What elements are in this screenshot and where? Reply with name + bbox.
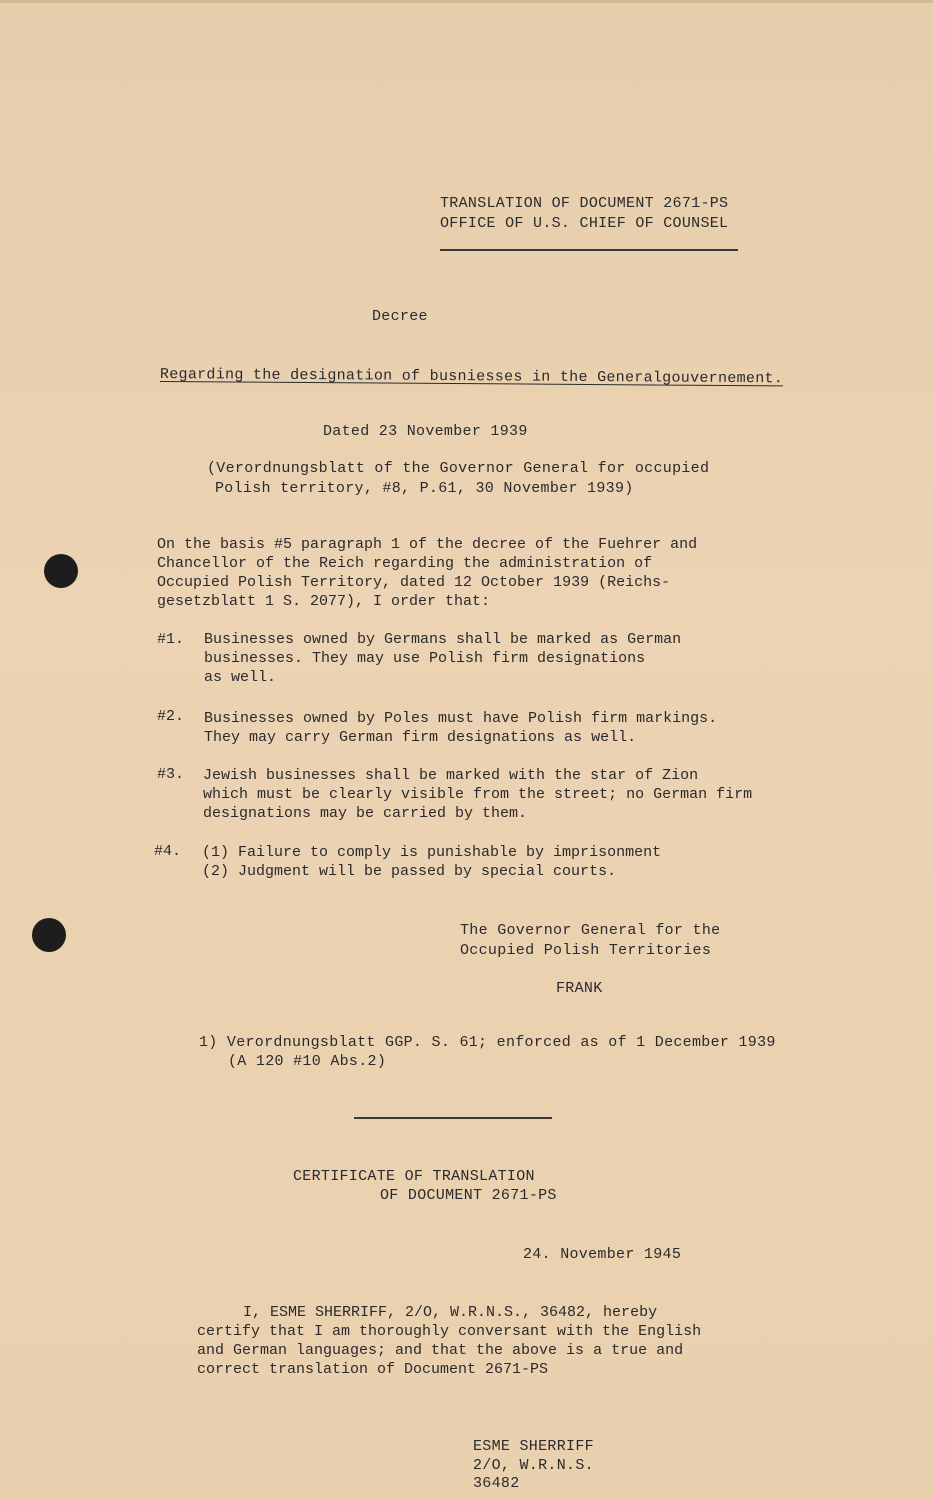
article-line: Jewish businesses shall be marked with the star of Zion	[203, 767, 699, 784]
intro-line: Occupied Polish Territory, dated 12 October 1939 (Reichs-	[157, 574, 671, 591]
signature-name: FRANK	[556, 980, 603, 997]
article-number: #2.	[157, 708, 185, 725]
article-text	[204, 630, 681, 687]
certifier-rank: 2/O, W.R.N.S.	[473, 1457, 594, 1474]
certificate-line: I, ESME SHERRIFF, 2/O, W.R.N.S., 36482, hereby	[243, 1304, 658, 1321]
certificate-line: correct translation of Document 2671-PS	[197, 1361, 549, 1378]
intro-paragraph	[157, 535, 697, 611]
article-line: businesses. They may use Polish firm designations	[204, 650, 646, 667]
certificate-title-2: OF DOCUMENT 2671-PS	[380, 1187, 557, 1204]
top-edge	[0, 0, 933, 3]
source-line-2: Polish territory, #8, P.61, 30 November 1939)	[215, 480, 634, 497]
article-text	[204, 709, 717, 747]
article-line: which must be clearly visible from the street; no German firm	[203, 786, 753, 803]
decree-date: Dated 23 November 1939	[323, 423, 528, 440]
article-line: designations may be carried by them.	[203, 805, 528, 822]
certifier-number: 36482	[473, 1475, 520, 1492]
article-number: #3.	[157, 766, 185, 783]
source-line-1: (Verordnungsblatt of the Governor General for occupied	[207, 460, 710, 477]
article-line: (2) Judgment will be passed by special courts.	[202, 863, 617, 880]
footnote-line-1: 1) Verordnungsblatt GGP. S. 61; enforced as of 1 December 1939	[199, 1034, 776, 1051]
decree-title: Decree	[372, 308, 428, 325]
header-line-1: TRANSLATION OF DOCUMENT 2671-PS	[440, 195, 729, 212]
certificate-line: certify that I am thoroughly conversant with the English	[197, 1323, 702, 1340]
certificate-body	[197, 1303, 701, 1379]
certifier-name: ESME SHERRIFF	[473, 1438, 594, 1455]
intro-line: Chancellor of the Reich regarding the administration of	[157, 555, 653, 572]
signature-line-2: Occupied Polish Territories	[460, 942, 712, 959]
intro-line: gesetzblatt 1 S. 2077), I order that:	[157, 593, 491, 610]
punch-hole-lower	[32, 918, 66, 952]
certificate-line: and German languages; and that the above is a true and	[197, 1342, 684, 1359]
article-text	[202, 843, 661, 881]
header-line-2: OFFICE OF U.S. CHIEF OF COUNSEL	[440, 215, 729, 232]
article-number: #1.	[157, 631, 185, 648]
article-line: Businesses owned by Germans shall be marked as German	[204, 631, 682, 648]
article-text	[203, 766, 752, 823]
article-line: They may carry German firm designations as well.	[204, 729, 637, 746]
article-line: (1) Failure to comply is punishable by imprisonment	[202, 844, 662, 861]
article-line: Businesses owned by Poles must have Polish firm markings.	[204, 710, 718, 727]
article-line: as well.	[204, 669, 277, 686]
certificate-title-1: CERTIFICATE OF TRANSLATION	[293, 1168, 535, 1185]
article-number: #4.	[154, 843, 182, 860]
intro-line: On the basis #5 paragraph 1 of the decree of the Fuehrer and	[157, 536, 698, 553]
decree-subtitle: Regarding the designation of busniesses in the Generalgouvernement.	[159, 365, 784, 388]
header-rule	[440, 249, 738, 251]
punch-hole-upper	[44, 554, 78, 588]
certificate-date: 24. November 1945	[523, 1246, 682, 1263]
signature-line-1: The Governor General for the	[460, 922, 721, 939]
section-divider	[354, 1117, 552, 1119]
footnote-line-2: (A 120 #10 Abs.2)	[228, 1053, 387, 1070]
